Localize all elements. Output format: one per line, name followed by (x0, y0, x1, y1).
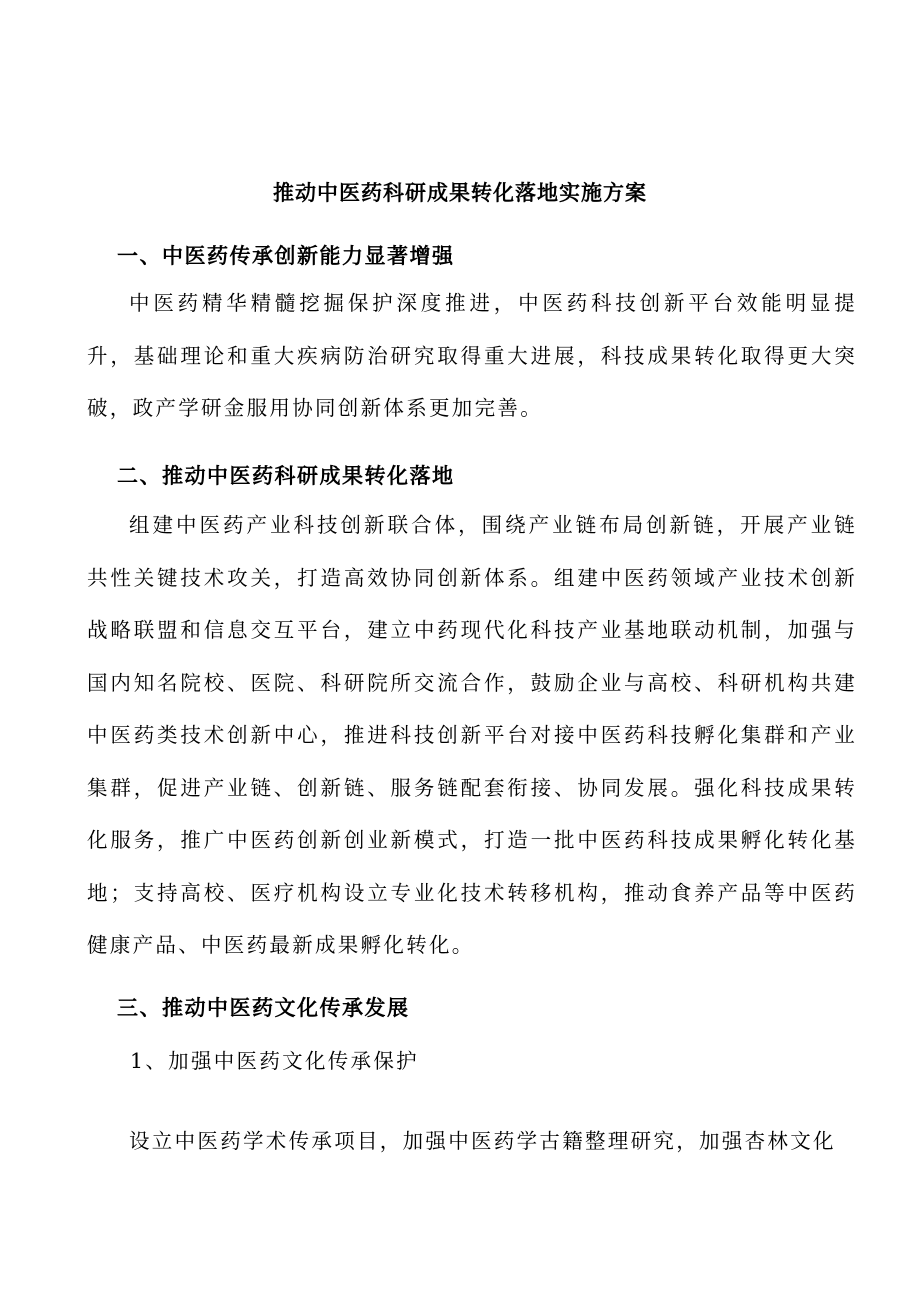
section-1-paragraph: 中医药精华精髓挖掘保护深度推进，中医药科技创新平台效能明显提升，基础理论和重大疾病防治研究取得重大进展，科技成果转化取得更大突破，政产学研金服用协同创新体系更加完善。 (87, 291, 857, 420)
section-2-heading: 二、推动中医药科研成果转化落地 (117, 464, 455, 488)
section-3-subheading: 1、加强中医药文化传承保护 (130, 1049, 419, 1073)
section-1-heading: 一、中医药传承创新能力显著增强 (117, 244, 455, 268)
document-title: 推动中医药科研成果转化落地实施方案 (273, 181, 647, 205)
section-2-paragraph: 组建中医药产业科技创新联合体，围绕产业链布局创新链，开展产业链共性关键技术攻关，打造高效协同创新体系。组建中医药领域产业技术创新战略联盟和信息交互平台，建立中药现代化科技产业基地联动机制，加强与国内知名院校、医院、科研院所交流合作，鼓励企业与高校、科研机构共建中医药类技术创新中心，推进科技创新平台对接中医药科技孵化集群和产业集群，促进产业链、创新链、服务链配套衔接、协同发展。强化科技成果转化服务，推广中医药创新创业新模式，打造一批中医药科技成果孵化转化基地；支持高校、医疗机构设立专业化技术转移机构，推动食养产品等中医药健康产品、中医药最新成果孵化转化。 (87, 513, 857, 957)
section-3-paragraph: 设立中医药学术传承项目，加强中医药学古籍整理研究，加强杏林文化 (129, 1129, 836, 1153)
section-3-heading: 三、推动中医药文化传承发展 (117, 996, 410, 1020)
